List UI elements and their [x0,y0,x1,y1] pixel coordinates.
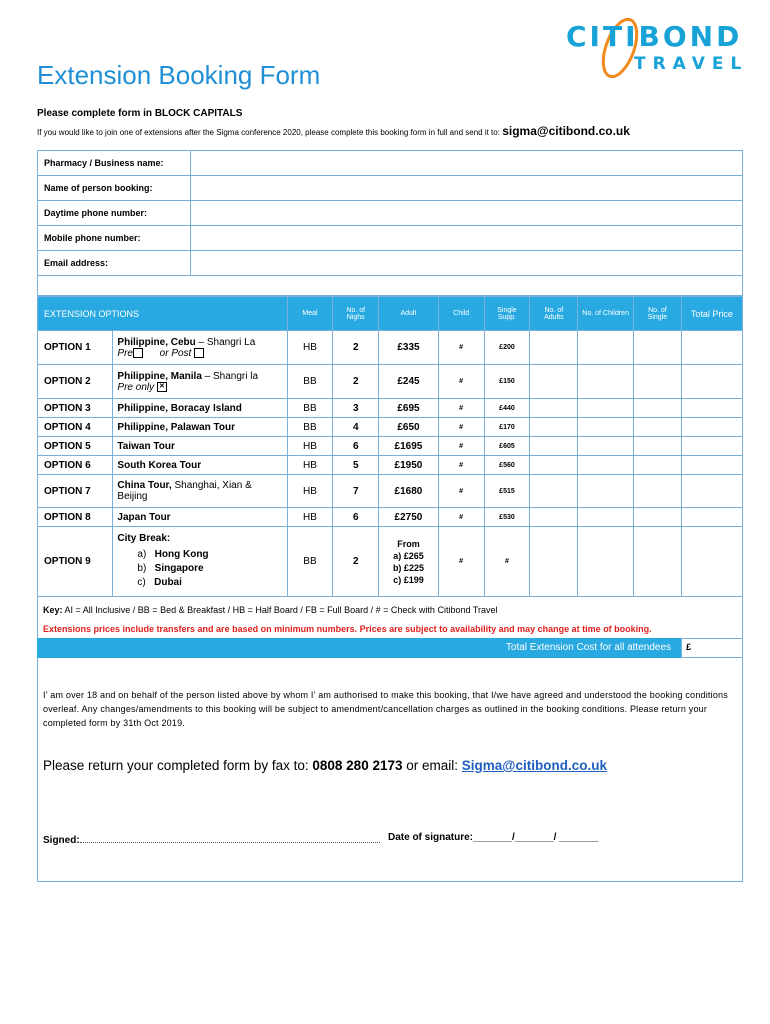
city-price: a) £265 [393,550,424,561]
contact-label: Email address: [38,251,191,276]
no-adults-input[interactable] [530,527,578,597]
total-price-input[interactable] [681,437,742,456]
meal-cell: BB [287,527,333,597]
no-single-input[interactable] [634,365,682,399]
signature-line [43,832,380,846]
adult-price-cell: £2750 [379,508,439,527]
total-price-input[interactable] [681,527,742,597]
option-detail: – Shangri la [201,370,259,382]
no-adults-input[interactable] [530,365,578,399]
option-name [113,331,287,365]
no-adults-input[interactable] [530,418,578,437]
from-label: From [397,538,420,549]
option-name: South Korea Tour [113,456,287,475]
intro-sentence: If you would like to join one of extensions after the Sigma conference 2020, please complete this booking form in full and send it to: [37,128,500,137]
option-name: Philippine, Boracay Island [113,399,287,418]
pre-only-label: Pre only [117,381,155,393]
adult-price-cell: £245 [379,365,439,399]
no-children-input[interactable] [578,475,634,508]
no-adults-input[interactable] [530,437,578,456]
option-label: OPTION 2 [38,365,113,399]
no-adults-input[interactable] [530,331,578,365]
header-no-adults: No. of Adults [530,297,578,331]
contact-row [38,226,743,251]
meal-cell: HB [287,475,333,508]
city-name: Singapore [154,563,204,574]
contact-row [38,176,743,201]
header-nights: No. of Nighs [333,297,379,331]
no-children-input[interactable] [578,437,634,456]
no-single-input[interactable] [634,527,682,597]
declaration-text: I’ am over 18 and on behalf of the person listed above by whom I’ am authorised to make this booking, that I/we have agreed and understood the booking conditions overleaf. Any changes/amendments to this booking will be subject to amendment/cancellation charges as outlined in the booking conditions. Please return your completed form by 31th Oct 2019. [43,690,728,728]
total-price-input[interactable] [681,365,742,399]
email-field[interactable] [191,251,743,276]
contact-label: Name of person booking: [38,176,191,201]
header-child: Child [438,297,484,331]
total-price-input[interactable] [681,331,742,365]
booker-name-field[interactable] [191,176,743,201]
nights-cell: 2 [333,365,379,399]
city-marker: b) [137,563,147,574]
city-item [137,548,282,562]
option-label: OPTION 4 [38,418,113,437]
adult-price-cell [379,527,439,597]
child-price-cell: # [438,399,484,418]
total-cost-field[interactable]: £ [681,638,743,658]
child-price-cell: # [438,437,484,456]
child-price-cell: # [438,331,484,365]
no-single-input[interactable] [634,508,682,527]
meal-cell: BB [287,399,333,418]
no-children-input[interactable] [578,399,634,418]
child-price-cell: # [438,456,484,475]
logo-word-citibond: CITIBOND [566,20,743,53]
option-label: OPTION 1 [38,331,113,365]
nights-cell: 3 [333,399,379,418]
table-row [38,331,743,365]
single-supp-cell: £150 [484,365,530,399]
nights-cell: 6 [333,508,379,527]
option-detail: – Shangri La [195,336,256,348]
header-total-price: Total Price [681,297,742,331]
pre-checkbox[interactable] [133,348,143,358]
contact-label: Mobile phone number: [38,226,191,251]
date-of-signature-field[interactable]: Date of signature:_______/_______/ _______ [388,832,599,843]
logo-word-travel: TRAVEL [634,54,749,74]
meal-cell: HB [287,508,333,527]
option-name [113,527,287,597]
option-name: Taiwan Tour [113,437,287,456]
key-prefix: Key: [43,605,63,615]
contact-row [38,251,743,276]
option-name [113,475,287,508]
business-name-field[interactable] [191,151,743,176]
nights-cell: 2 [333,331,379,365]
no-adults-input[interactable] [530,399,578,418]
signature-field[interactable] [80,832,380,843]
no-single-input[interactable] [634,456,682,475]
no-children-input[interactable] [578,527,634,597]
total-cost-bar [37,638,743,658]
return-instructions [43,758,607,773]
city-list [117,548,282,590]
single-supp-cell: £560 [484,456,530,475]
child-price-cell: # [438,527,484,597]
intro-text [37,124,630,138]
return-email-link[interactable]: Sigma@citibond.co.uk [461,758,607,773]
no-single-input[interactable] [634,437,682,456]
option-label: OPTION 9 [38,527,113,597]
meal-cell: BB [287,365,333,399]
section-spacer [37,280,743,296]
contact-label: Pharmacy / Business name: [38,151,191,176]
single-supp-cell: £530 [484,508,530,527]
mobile-phone-field[interactable] [191,226,743,251]
table-row [38,437,743,456]
child-price-cell: # [438,418,484,437]
table-row [38,418,743,437]
no-single-input[interactable] [634,399,682,418]
table-row [38,475,743,508]
total-price-input[interactable] [681,508,742,527]
total-price-input[interactable] [681,399,742,418]
header-no-children: No. of Children [578,297,634,331]
total-price-input[interactable] [681,456,742,475]
option-label: OPTION 6 [38,456,113,475]
fax-number: 0808 280 2173 [312,758,403,773]
city-name: Hong Kong [154,549,209,560]
city-item [137,576,282,590]
total-price-input[interactable] [681,418,742,437]
table-row [38,365,743,399]
city-item [137,562,282,576]
meal-key [43,605,497,615]
no-children-input[interactable] [578,418,634,437]
post-choice-label: or Post [159,347,192,359]
no-children-input[interactable] [578,508,634,527]
option-detail: Shanghai, Xian & Beijing [117,480,252,502]
city-marker: a) [137,549,147,560]
option-name: Japan Tour [113,508,287,527]
nights-cell: 5 [333,456,379,475]
adult-price-cell: £335 [379,331,439,365]
option-title: Philippine, Manila [117,370,202,382]
option-name: Philippine, Palawan Tour [113,418,287,437]
price-disclaimer: Extensions prices include transfers and are based on minimum numbers. Prices are subject to availability and may change at time of booking. [43,624,652,634]
option-name [113,365,287,399]
nights-cell: 7 [333,475,379,508]
no-single-input[interactable] [634,418,682,437]
option-label: OPTION 7 [38,475,113,508]
option-title: City Break: [117,533,171,544]
instructions-heading: Please complete form in BLOCK CAPITALS [37,108,243,119]
single-supp-cell: # [484,527,530,597]
city-marker: c) [137,577,146,588]
nights-cell: 2 [333,527,379,597]
no-children-input[interactable] [578,365,634,399]
signed-label: Signed: [43,835,80,846]
header-adult: Adult [379,297,439,331]
option-title: Philippine, Cebu [117,336,196,348]
city-price: b) £225 [392,562,424,573]
adult-price-cell: £695 [379,399,439,418]
no-adults-input[interactable] [530,475,578,508]
meal-cell: HB [287,456,333,475]
meal-cell: HB [287,437,333,456]
single-supp-cell: £515 [484,475,530,508]
no-children-input[interactable] [578,456,634,475]
post-checkbox[interactable] [194,348,204,358]
adult-price-cell: £1950 [379,456,439,475]
header-extension-options: EXTENSION OPTIONS [38,297,288,331]
table-row [38,508,743,527]
daytime-phone-field[interactable] [191,201,743,226]
city-price: c) £199 [393,574,424,585]
contact-label: Daytime phone number: [38,201,191,226]
no-single-input[interactable] [634,475,682,508]
no-adults-input[interactable] [530,456,578,475]
page-title: Extension Booking Form [37,60,321,90]
header-meal: Meal [287,297,333,331]
no-adults-input[interactable] [530,508,578,527]
or-email-text: or email: [406,758,459,773]
header-no-single: No. of Single [634,297,682,331]
adult-price-cell: £1695 [379,437,439,456]
option-label: OPTION 5 [38,437,113,456]
return-text: Please return your completed form by fax to: [43,758,309,773]
single-supp-cell: £170 [484,418,530,437]
nights-cell: 6 [333,437,379,456]
table-header-row [38,297,743,331]
citibond-logo [562,8,752,78]
pre-choice-label: Pre [117,347,133,359]
contact-row [38,201,743,226]
single-supp-cell: £440 [484,399,530,418]
extension-options-table [37,296,743,597]
total-cost-label: Total Extension Cost for all attendees [505,642,671,653]
pre-only-checkbox-checked[interactable]: ✕ [157,382,167,392]
child-price-cell: # [438,508,484,527]
city-name: Dubai [154,577,182,588]
intro-email-link[interactable]: sigma@citibond.co.uk [502,124,630,138]
contact-row [38,151,743,176]
table-row [38,456,743,475]
contact-details-table [37,150,743,276]
nights-cell: 4 [333,418,379,437]
adult-price-cell: £1680 [379,475,439,508]
adult-price-cell: £650 [379,418,439,437]
option-label: OPTION 8 [38,508,113,527]
child-price-cell: # [438,475,484,508]
meal-cell: HB [287,331,333,365]
no-single-input[interactable] [634,331,682,365]
meal-cell: BB [287,418,333,437]
table-row [38,527,743,597]
option-title: China Tour, [117,480,172,491]
single-supp-cell: £605 [484,437,530,456]
child-price-cell: # [438,365,484,399]
table-row [38,399,743,418]
single-supp-cell: £200 [484,331,530,365]
header-single-supp: Single Supp. [484,297,530,331]
option-label: OPTION 3 [38,399,113,418]
no-children-input[interactable] [578,331,634,365]
total-price-input[interactable] [681,475,742,508]
key-text: AI = All Inclusive / BB = Bed & Breakfast / HB = Half Board / FB = Full Board / # = Check with Citibond Travel [62,605,498,615]
